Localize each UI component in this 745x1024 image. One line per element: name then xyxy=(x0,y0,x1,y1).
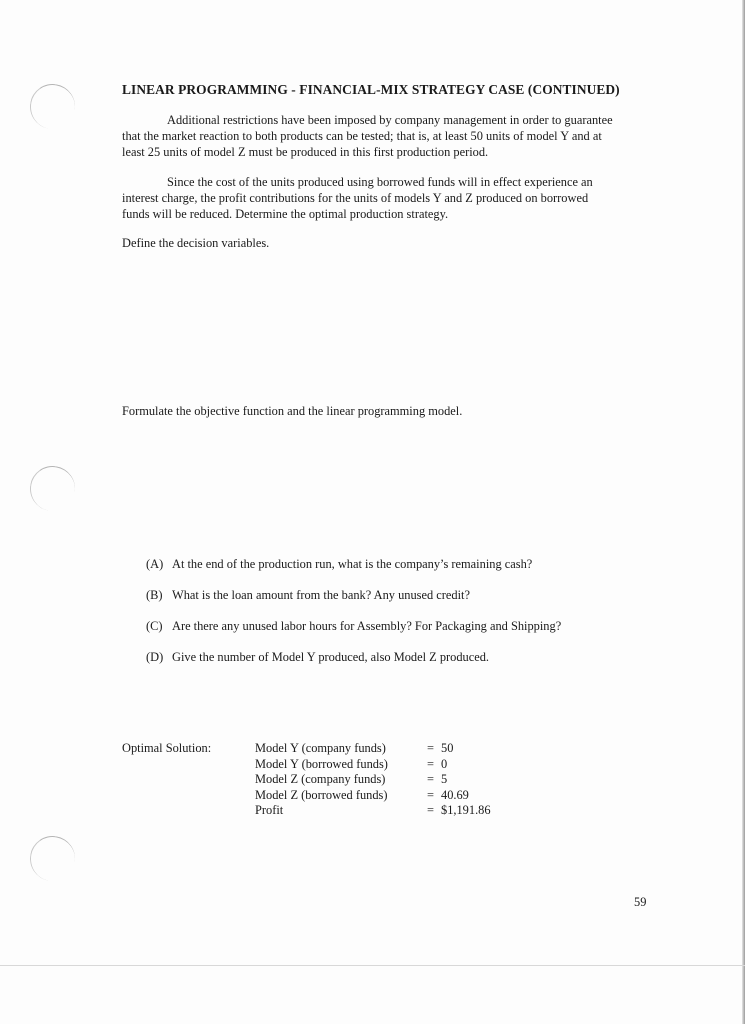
solution-row xyxy=(255,803,491,819)
paragraph-line: funds will be reduced. Determine the optimal production strategy. xyxy=(122,207,449,221)
question-b xyxy=(146,588,470,603)
solution-row xyxy=(255,741,491,757)
solution-equals: = xyxy=(427,803,434,818)
paragraph-line: Additional restrictions have been imposed by company management in order to guarantee xyxy=(167,113,613,127)
solution-value: 5 xyxy=(441,772,448,787)
question-a xyxy=(146,557,532,572)
question-label: (A) xyxy=(146,557,164,571)
question-text: Are there any unused labor hours for Assembly? For Packaging and Shipping? xyxy=(172,619,562,633)
question-label: (B) xyxy=(146,588,163,602)
solution-variable: Profit xyxy=(255,803,284,818)
solution-value: $1,191.86 xyxy=(441,803,491,818)
define-variables-prompt: Define the decision variables. xyxy=(122,236,270,250)
paragraph-line: Since the cost of the units produced using borrowed funds will in effect experience an xyxy=(167,175,593,189)
question-label: (D) xyxy=(146,650,164,664)
binder-hole-middle xyxy=(26,462,78,514)
question-d xyxy=(146,650,489,665)
binder-hole-bottom xyxy=(26,832,78,884)
optimal-solution-label: Optimal Solution: xyxy=(122,741,212,755)
question-text: Give the number of Model Y produced, also Model Z produced. xyxy=(172,650,490,664)
question-c xyxy=(146,619,561,634)
question-label: (C) xyxy=(146,619,163,633)
paragraph-line: interest charge, the profit contributions for the units of models Y and Z produced on borrowed xyxy=(122,191,589,205)
paragraph-restrictions xyxy=(122,112,648,160)
solution-value: 50 xyxy=(441,741,454,755)
solution-variable: Model Y (company funds) xyxy=(255,741,386,755)
optimal-solution-table xyxy=(255,741,491,819)
solution-equals: = xyxy=(427,787,434,802)
solution-variable: Model Z (company funds) xyxy=(255,772,386,787)
solution-equals: = xyxy=(427,756,434,771)
solution-row xyxy=(255,757,491,773)
solution-value: 40.69 xyxy=(441,787,469,802)
solution-variable: Model Z (borrowed funds) xyxy=(255,787,388,802)
solution-row xyxy=(255,772,491,788)
solution-equals: = xyxy=(427,772,434,787)
paragraph-line: least 25 units of model Z must be produced in this first production period. xyxy=(122,145,489,159)
paragraph-borrowed-funds xyxy=(122,174,648,222)
page-title: LINEAR PROGRAMMING - FINANCIAL-MIX STRATEGY CASE (CONTINUED) xyxy=(122,82,620,97)
page-bottom-edge xyxy=(0,965,745,966)
page-number: 59 xyxy=(634,895,647,909)
solution-value: 0 xyxy=(441,756,448,771)
solution-equals: = xyxy=(427,741,434,755)
question-text: At the end of the production run, what is the company’s remaining cash? xyxy=(172,557,533,571)
formulate-model-prompt: Formulate the objective function and the linear programming model. xyxy=(122,404,463,418)
binder-hole-top xyxy=(26,80,78,132)
question-text: What is the loan amount from the bank? Any unused credit? xyxy=(172,588,470,602)
solution-variable: Model Y (borrowed funds) xyxy=(255,756,388,771)
solution-row xyxy=(255,788,491,804)
paragraph-line: that the market reaction to both products can be tested; that is, at least 50 units of model Y and at xyxy=(122,129,602,143)
